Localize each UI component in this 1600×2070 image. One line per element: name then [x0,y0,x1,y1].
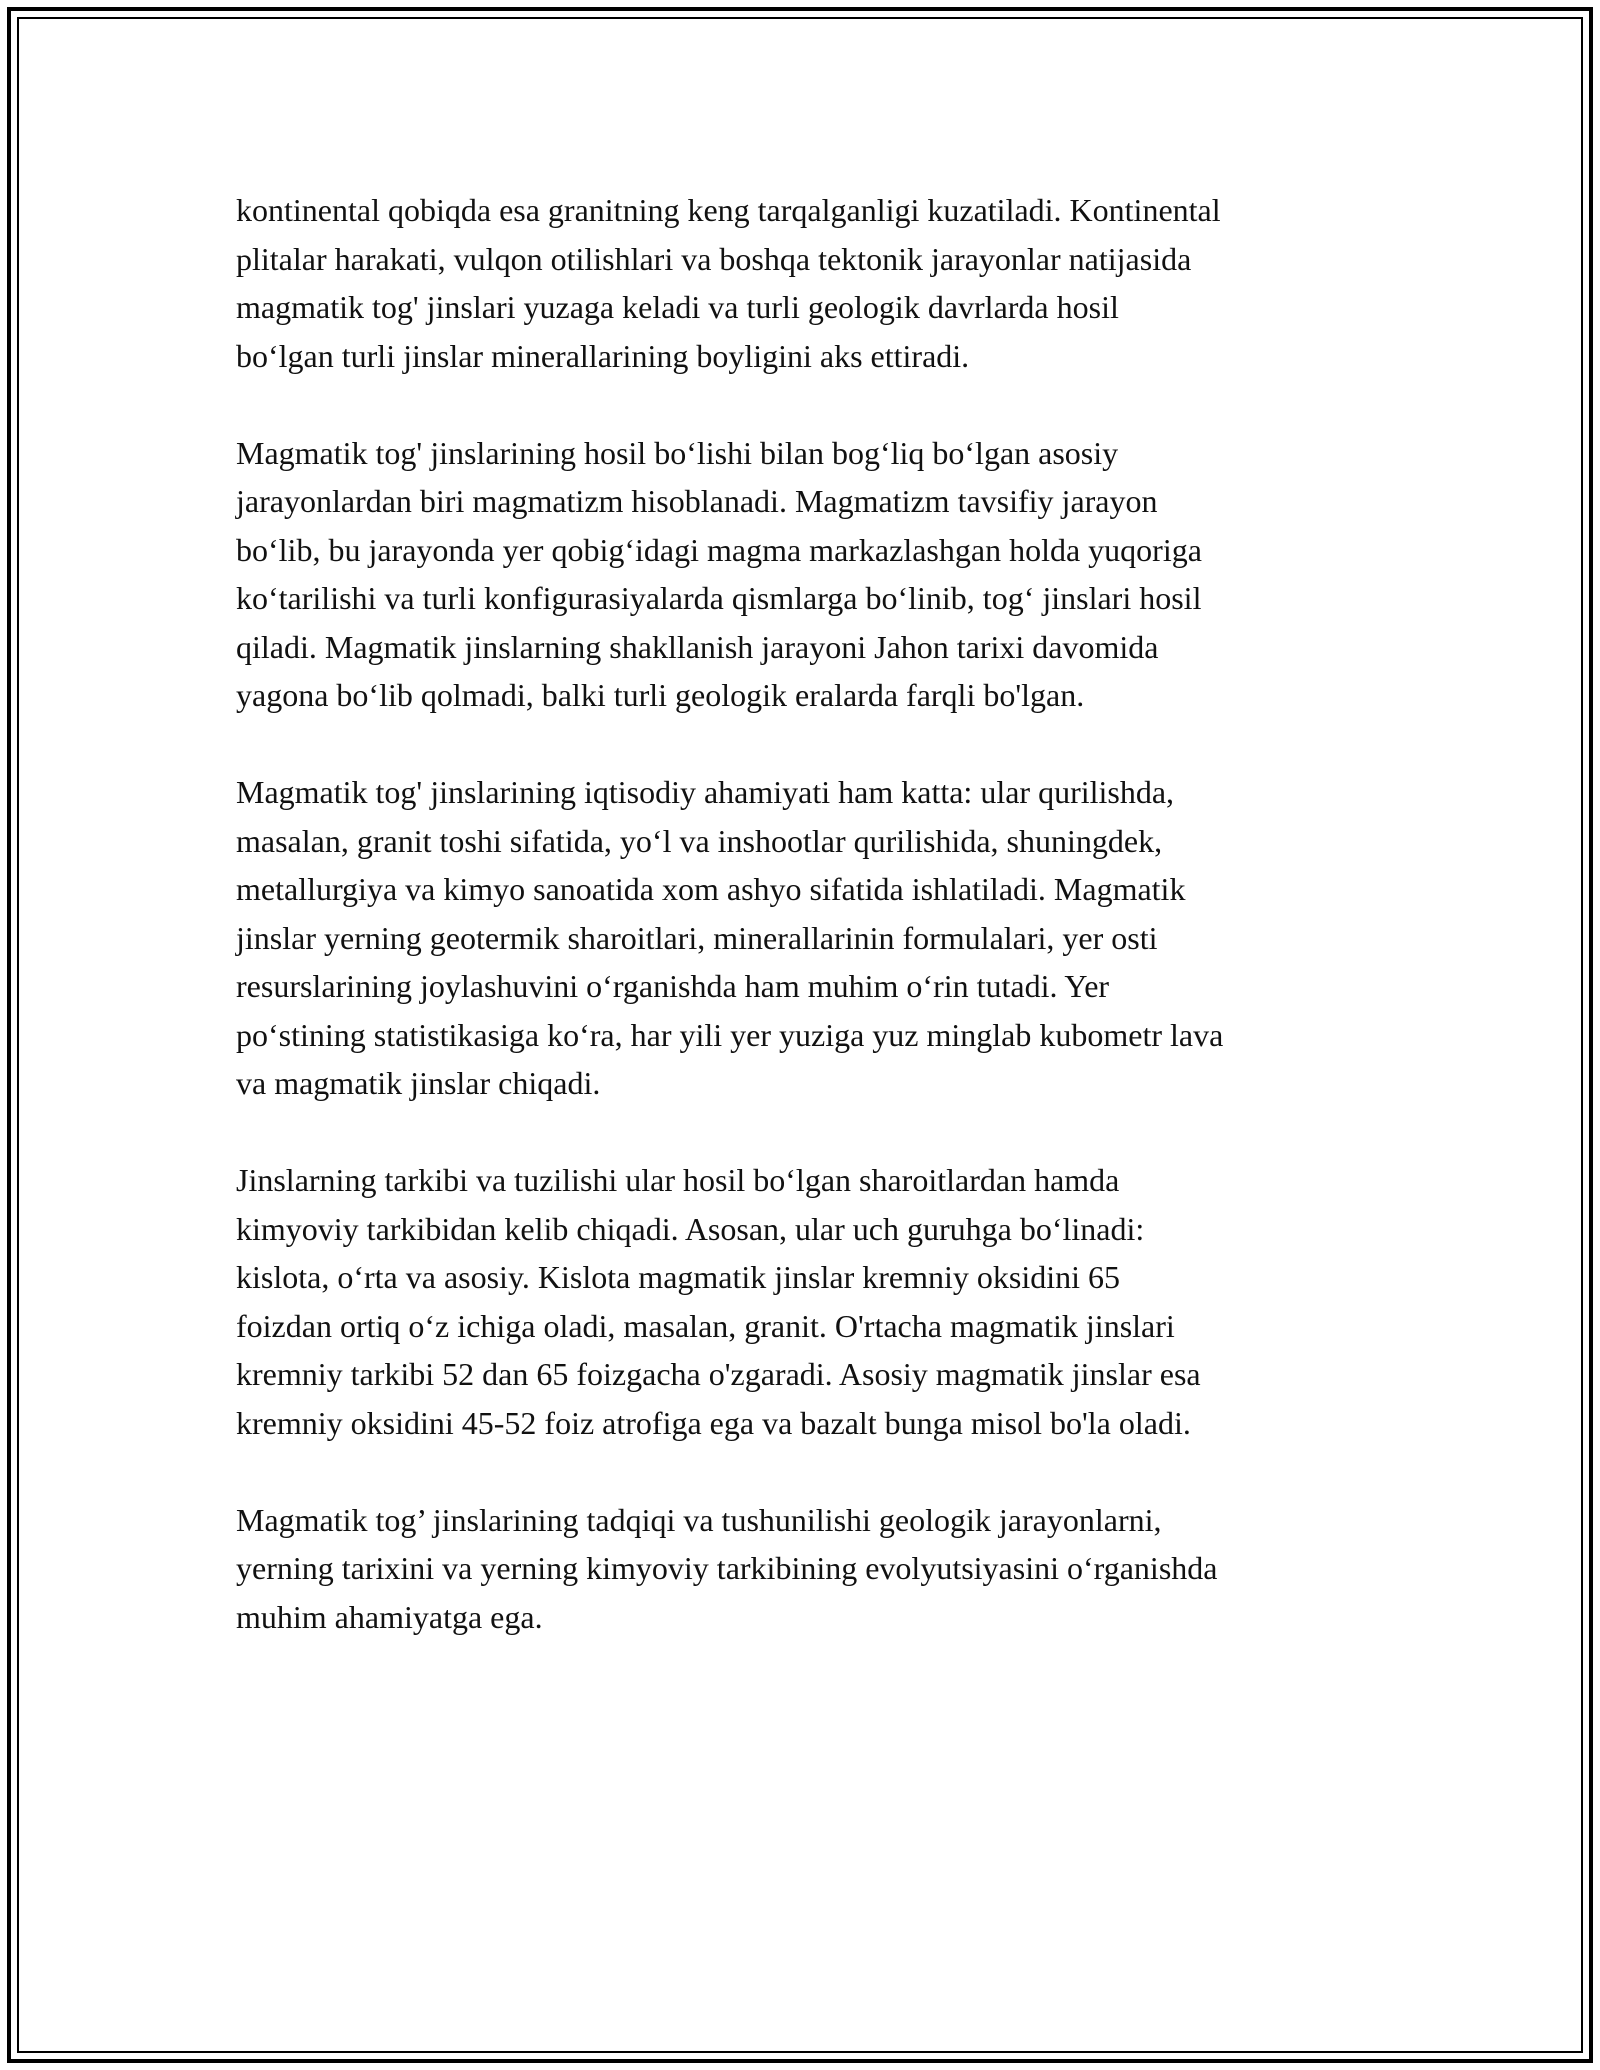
document-body [236,186,1376,1690]
text-line: kremniy oksidini 45-52 foiz atrofiga ega va bazalt bunga misol bo'la oladi. [236,1404,1191,1441]
text-line: yagona bo‘lib qolmadi, balki turli geologik eralarda farqli bo'lgan. [236,677,1085,713]
text-line: Magmatik tog' jinslarining hosil bo‘lishi bilan bog‘liq bo‘lgan asosiy [236,434,1119,471]
paragraph-1 [236,186,1376,380]
text-line: jarayonlardan biri magmatizm hisoblanadi. Magmatizm tavsifiy jarayon [236,483,1158,519]
paragraph-4 [236,1156,1376,1447]
text-line: kislota, o‘rta va asosiy. Kislota magmatik jinslar kremniy oksidini 65 [236,1259,1121,1295]
paragraph-3 [236,768,1376,1108]
text-line: kimyoviy tarkibidan kelib chiqadi. Asosan, ular uch guruhga bo‘linadi: [236,1210,1145,1247]
text-line: Magmatik tog’ jinslarining tadqiqi va tushunilishi geologik jarayonlarni, [236,1501,1162,1538]
text-line: resurslarining joylashuvini o‘rganishda ham muhim o‘rin tutadi. Yer [236,968,1110,1004]
text-line: yerning tarixini va yerning kimyoviy tarkibining evolyutsiyasini o‘rganishda [236,1550,1218,1586]
text-line: metallurgiya va kimyo sanoatida xom ashyo sifatida ishlatiladi. Magmatik [236,871,1186,907]
text-line: masalan, granit toshi sifatida, yo‘l va inshootlar qurilishida, shuningdek, [236,822,1163,859]
text-line: jinslar yerning geotermik sharoitlari, minerallarinin formulalari, yer osti [236,919,1158,956]
text-line: po‘stining statistikasiga ko‘ra, har yili yer yuziga yuz minglab kubometr lava [236,1016,1224,1053]
text-line: bo‘lib, bu jarayonda yer qobig‘idagi magma markazlashgan holda yuqoriga [236,531,1202,568]
text-line: kremniy tarkibi 52 dan 65 foizgacha o'zgaradi. Asosiy magmatik jinslar esa [236,1356,1201,1392]
text-line: kontinental qobiqda esa granitning keng tarqalganligi kuzatiladi. Kontinental [236,192,1221,228]
text-line: qiladi. Magmatik jinslarning shakllanish jarayoni Jahon tarixi davomida [236,628,1159,665]
text-line: plitalar harakati, vulqon otilishlari va boshqa tektonik jarayonlar natijasida [236,240,1192,277]
text-line: Jinslarning tarkibi va tuzilishi ular hosil bo‘lgan sharoitlardan hamda [236,1162,1120,1198]
paragraph-5 [236,1496,1376,1642]
text-line: Magmatik tog' jinslarining iqtisodiy ahamiyati ham katta: ular qurilishda, [236,774,1175,810]
text-line: foizdan ortiq o‘z ichiga oladi, masalan, granit. O'rtacha magmatik jinslari [236,1307,1175,1344]
text-line: muhim ahamiyatga ega. [236,1598,543,1635]
text-line: magmatik tog' jinslari yuzaga keladi va turli geologik davrlarda hosil [236,289,1119,325]
text-line: bo‘lgan turli jinslar minerallarining boyligini aks ettiradi. [236,337,970,374]
text-line: ko‘tarilishi va turli konfigurasiyalarda qismlarga bo‘linib, tog‘ jinslari hosil [236,580,1202,616]
text-line: va magmatik jinslar chiqadi. [236,1065,601,1101]
paragraph-2 [236,429,1376,720]
